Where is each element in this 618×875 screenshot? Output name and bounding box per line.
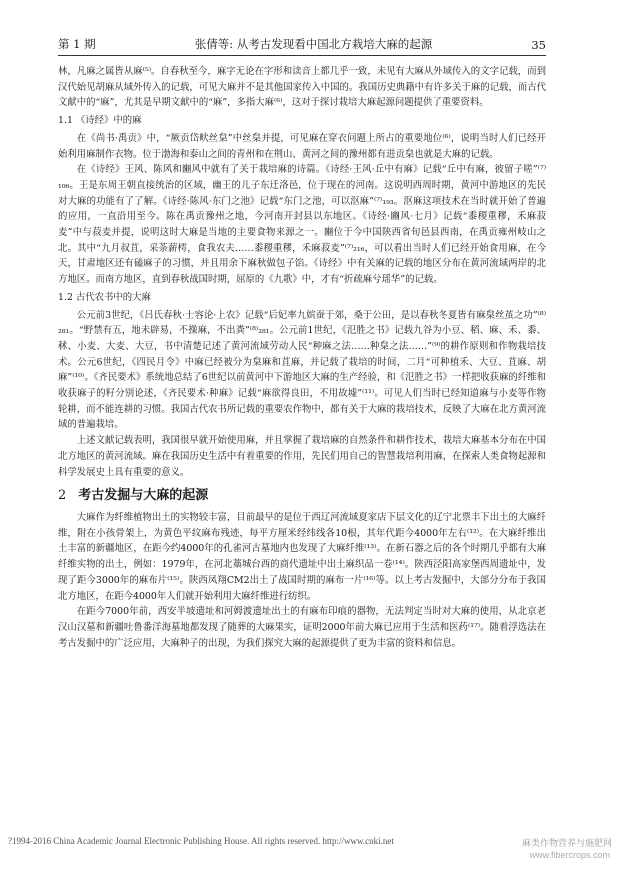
paragraph: 公元前3世纪，《吕氏春秋·士容论·上农》记载“后妃率九嫔蚕于郊，桑于公田，是以春秋冬夏皆有麻枲丝茧之功”⁽⁸⁾₂₈₁。“野禁有五，地未辟易，不操麻，不出粪”⁽⁸⁾₂₈₁。公元前1世纪，《氾胜之书》记载九谷为小豆、稻、麻、禾、黍、秫、小麦、大麦、大豆，书中清楚记述了黄河流域劳动人民“种麻之法……种枲之法……”⁽⁹⁾的耕作原则和作物栽培技术。公元6世纪，《四民月令》中麻已经被分为枲麻和苴麻，并记载了栽培的时间，二月“可种植禾、大豆、苴麻、胡麻”⁽¹⁰⁾。《齐民要术》系统地总结了6世纪以前黄河中下游地区大麻的生产经验，和《氾胜之书》一样把收获麻的纤维和收获麻子的籽分别论述，《齐民要术·种麻》记载“麻欲得良田，不用故墟”⁽¹¹⁾。可见人们当时已经知道麻与小麦等作物轮耕，而不能连耕的习惯。我国古代农书所记载的重要农作物中，都有关于大麻的栽培技术，反映了大麻在北方黄河流域的普遍栽培。 [58, 309, 546, 431]
paragraph: 林，凡麻之属皆从麻⁽⁵⁾。自春秋至今，麻字无论在字形和读音上都几乎一致，未见有大麻从外域传入的文字记载，而到汉代始见胡麻从域外传入的记载，可见大麻并不是其他国家传入中国的。我国历史典籍中有许多关于麻的记载，而古代文献中的“麻”，尤其是早期文献中的“麻”，多指大麻⁽⁶⁾，这对于探讨栽培大麻起源问题提供了重要资料。 [58, 66, 546, 109]
subsection-heading: 1.2 古代农书中的大麻 [58, 291, 151, 303]
page-footer [8, 836, 612, 849]
copyright-line: ?1994-2016 China Academic Journal Electronic Publishing House. All rights reserved. http://www.cnki.net [8, 836, 394, 846]
section-title: 考古发掘与大麻的起源 [78, 488, 209, 504]
paragraph: 大麻作为纤维植物出土的实物较丰富，目前最早的是位于西辽河流域夏家店下层文化的辽宁北票丰下出土的大麻纤维，附在小孩骨架上，为黄色平纹麻布残迹，每平方厘米经纬线各10根，其年代距今4000年左右⁽¹²⁾。在大麻纤维出土丰富的新疆地区，在距今约4000年的孔雀河古墓地内也发现了大麻纤维⁽¹³⁾。在新石器之后的各个时期几乎都有大麻纤维实物的出土，例如：1979年，在河北藁城台西的商代遗址中出土麻织品一卷⁽¹⁴⁾。陕西泾阳高家堡西周遗址中，发现了距今3000年的麻布片⁽¹⁵⁾。陕西凤翔CM2出土了战国时期的麻布一片⁽¹⁶⁾等。以上考古发掘中，大部分分布于我国北方地区，在距今4000年人们就开始利用大麻纤维进行纺织。 [58, 511, 546, 602]
page-number: 35 [531, 38, 546, 52]
issue-label: 第 1 期 [58, 37, 96, 51]
watermark-url: www.fibercrops.com [529, 850, 610, 860]
section-number: 2 [58, 488, 67, 504]
page-header [58, 30, 546, 52]
running-title: 张倩等: 从考古发现看中国北方栽培大麻的起源 [194, 37, 433, 51]
header-rule [58, 55, 546, 56]
paragraph: 在《诗经》王风、陈风和豳风中就有了关于栽培麻的诗篇。《诗经·王风·丘中有麻》记载“丘中有麻，彼留子嗟”⁽⁷⁾₁₀₆。王是东周王朝直接统治的区域，幽王的儿子东迁洛邑，位于现在的河南。这说明西周时期，黄河中游地区的先民对大麻的功能有了了解。《诗经·陈风·东门之池》记载“东门之池，可以沤麻”⁽⁷⁾₁₉₃。沤麻这项技术在当时就开始了普遍的应用，一直沿用至今。陈在禹贡豫州之地，今河南开封县以东地区。《诗经·豳风·七月》记载“黍稷重穋，禾麻菽麦”中与菽麦并提，说明这时大麻是当地的主要食物来源之一。豳位于今中国陕西省旬邑县西南，在禹贡雍州岐山之北。其中“九月叔苴，采荼薪樗，食我农夫……黍稷重穋，禾麻菽麦”⁽⁷⁾₂₁₆，可以看出当时人们已经开始食用麻，在今天，甘肃地区还有磕麻子的习惯，并且用余下麻秋做包子馅。《诗经》中有关麻的记载的地区分布在黄河流域两岸的北方地区。而南方地区，直到春秋战国时期，屈原的《九歌》中，才有“折疏麻兮瑶华”的记载。 [58, 164, 546, 286]
paragraph: 上述文献记载表明，我国很早就开始使用麻，并且掌握了栽培麻的自然条件和耕作技术，栽培大麻基本分布在中国北方地区的黄河流域。麻在我国历史生活中有着重要的作用，先民们用自己的智慧栽培利用麻，在探索人类食物起源和科学发展史上具有重要的意义。 [58, 435, 546, 478]
article-body [58, 64, 546, 651]
subsection-heading: 1.1 《诗经》中的麻 [58, 115, 142, 127]
paragraph: 在距今7000年前，西安半坡遗址和河姆渡遗址出土的有麻布印痕的器物，无法判定当时对大麻的使用，从北京老汉山汉墓和新疆吐鲁番洋海墓地都发现了随葬的大麻果实，证明2000年前大麻已应用于生活和医药⁽¹⁷⁾。随着浮选法在考古发掘中的广泛应用，大麻种子的出现，为我们探究大麻的起源提供了更为丰富的资料和信息。 [58, 606, 546, 649]
watermark-text: 麻类作物营养与施肥网 [521, 838, 612, 848]
paragraph: 在《尚书·禹贡》中，“厥贡岱畎丝枲”中丝枲并提，可见麻在穿衣问题上所占的重要地位⁽⁶⁾，说明当时人们已经开始利用麻制作衣物。位于渤海和泰山之间的青州和在荆山、黄河之间的豫州都有进贡枲也就是大麻的记载。 [58, 132, 546, 160]
section-heading [58, 488, 546, 504]
